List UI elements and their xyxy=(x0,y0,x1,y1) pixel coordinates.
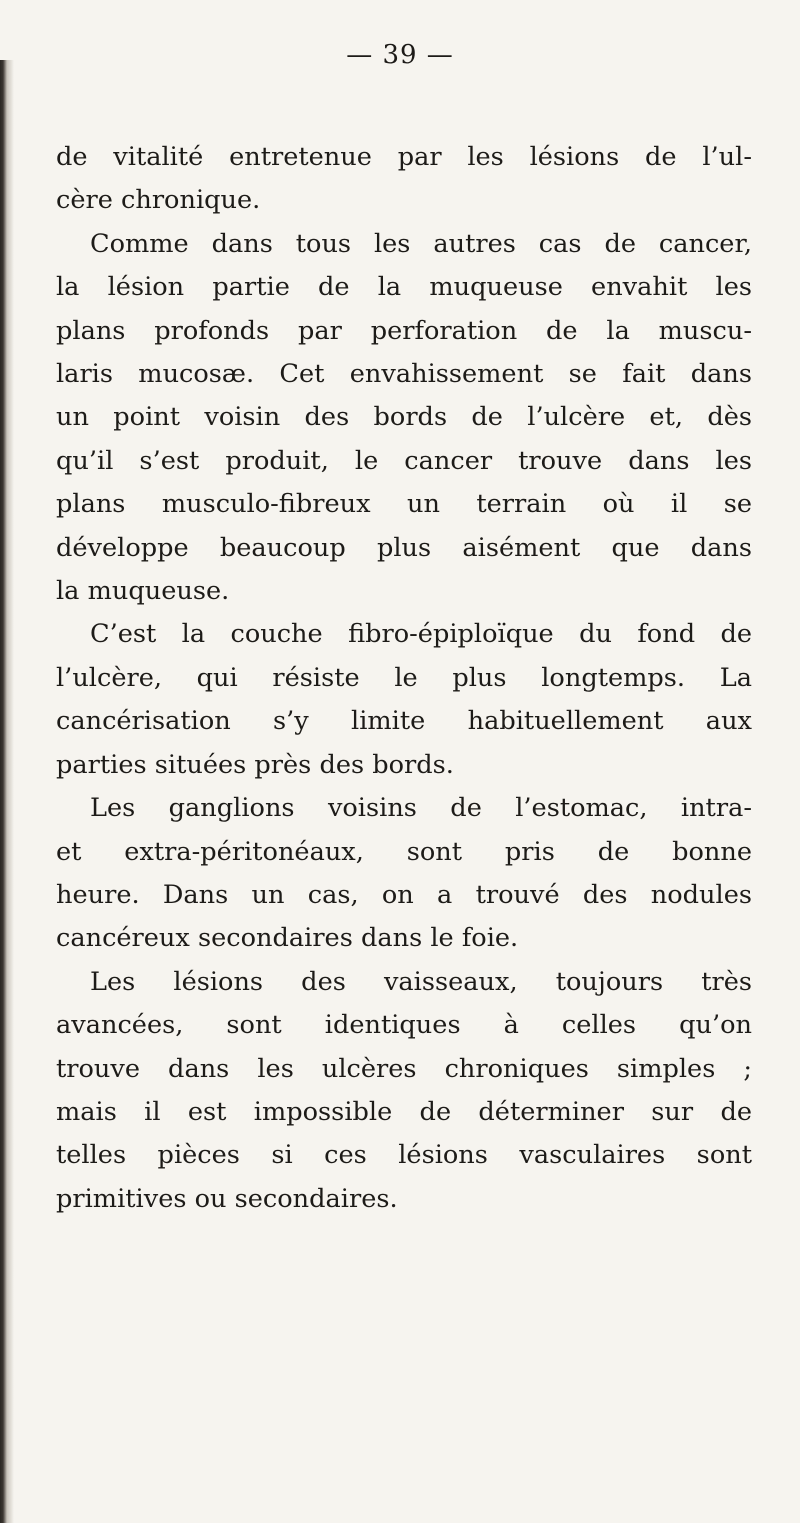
text-line: avancées, sont identiques à celles qu’on xyxy=(56,1010,752,1041)
text-line: la muqueuse. xyxy=(56,576,230,607)
text-line: plans musculo-fibreux un terrain où il se xyxy=(56,489,752,520)
text-line: laris mucosæ. Cet envahissement se fait dans xyxy=(56,359,752,390)
text-line: mais il est impossible de déterminer sur de xyxy=(56,1096,752,1127)
text-line: Les ganglions voisins de l’estomac, intra- xyxy=(90,793,752,824)
text-line: Les lésions des vaisseaux, toujours très xyxy=(90,966,752,997)
page-number: — 39 — xyxy=(346,40,454,70)
text-line: développe beaucoup plus aisément que dans xyxy=(56,532,752,563)
text-line: C’est la couche fibro-épiploïque du fond de xyxy=(90,619,752,650)
text-line: Comme dans tous les autres cas de cancer, xyxy=(90,228,752,259)
page-binding-edge xyxy=(0,60,14,1523)
text-line: heure. Dans un cas, on a trouvé des nodules xyxy=(56,879,752,910)
body-text xyxy=(56,136,752,1221)
text-line: parties situées près des bords. xyxy=(56,749,454,780)
text-line: l’ulcère, qui résiste le plus longtemps. La xyxy=(56,662,752,693)
text-line: de vitalité entretenue par les lésions de l’ul- xyxy=(56,142,752,172)
text-line: cancérisation s’y limite habituellement aux xyxy=(56,706,752,737)
text-line: la lésion partie de la muqueuse envahit les xyxy=(56,272,752,303)
text-line: un point voisin des bords de l’ulcère et, dès xyxy=(56,402,752,433)
text-line: cancéreux secondaires dans le foie. xyxy=(56,923,519,954)
text-line: telles pièces si ces lésions vasculaires sont xyxy=(56,1140,752,1171)
text-line: et extra-péritonéaux, sont pris de bonne xyxy=(56,836,752,867)
text-line: plans profonds par perforation de la muscu- xyxy=(56,315,752,346)
text-line: cère chronique. xyxy=(56,185,261,216)
text-line: qu’il s’est produit, le cancer trouve dans les xyxy=(56,445,752,476)
text-line: trouve dans les ulcères chroniques simples ; xyxy=(56,1053,752,1084)
text-line: primitives ou secondaires. xyxy=(56,1183,398,1214)
